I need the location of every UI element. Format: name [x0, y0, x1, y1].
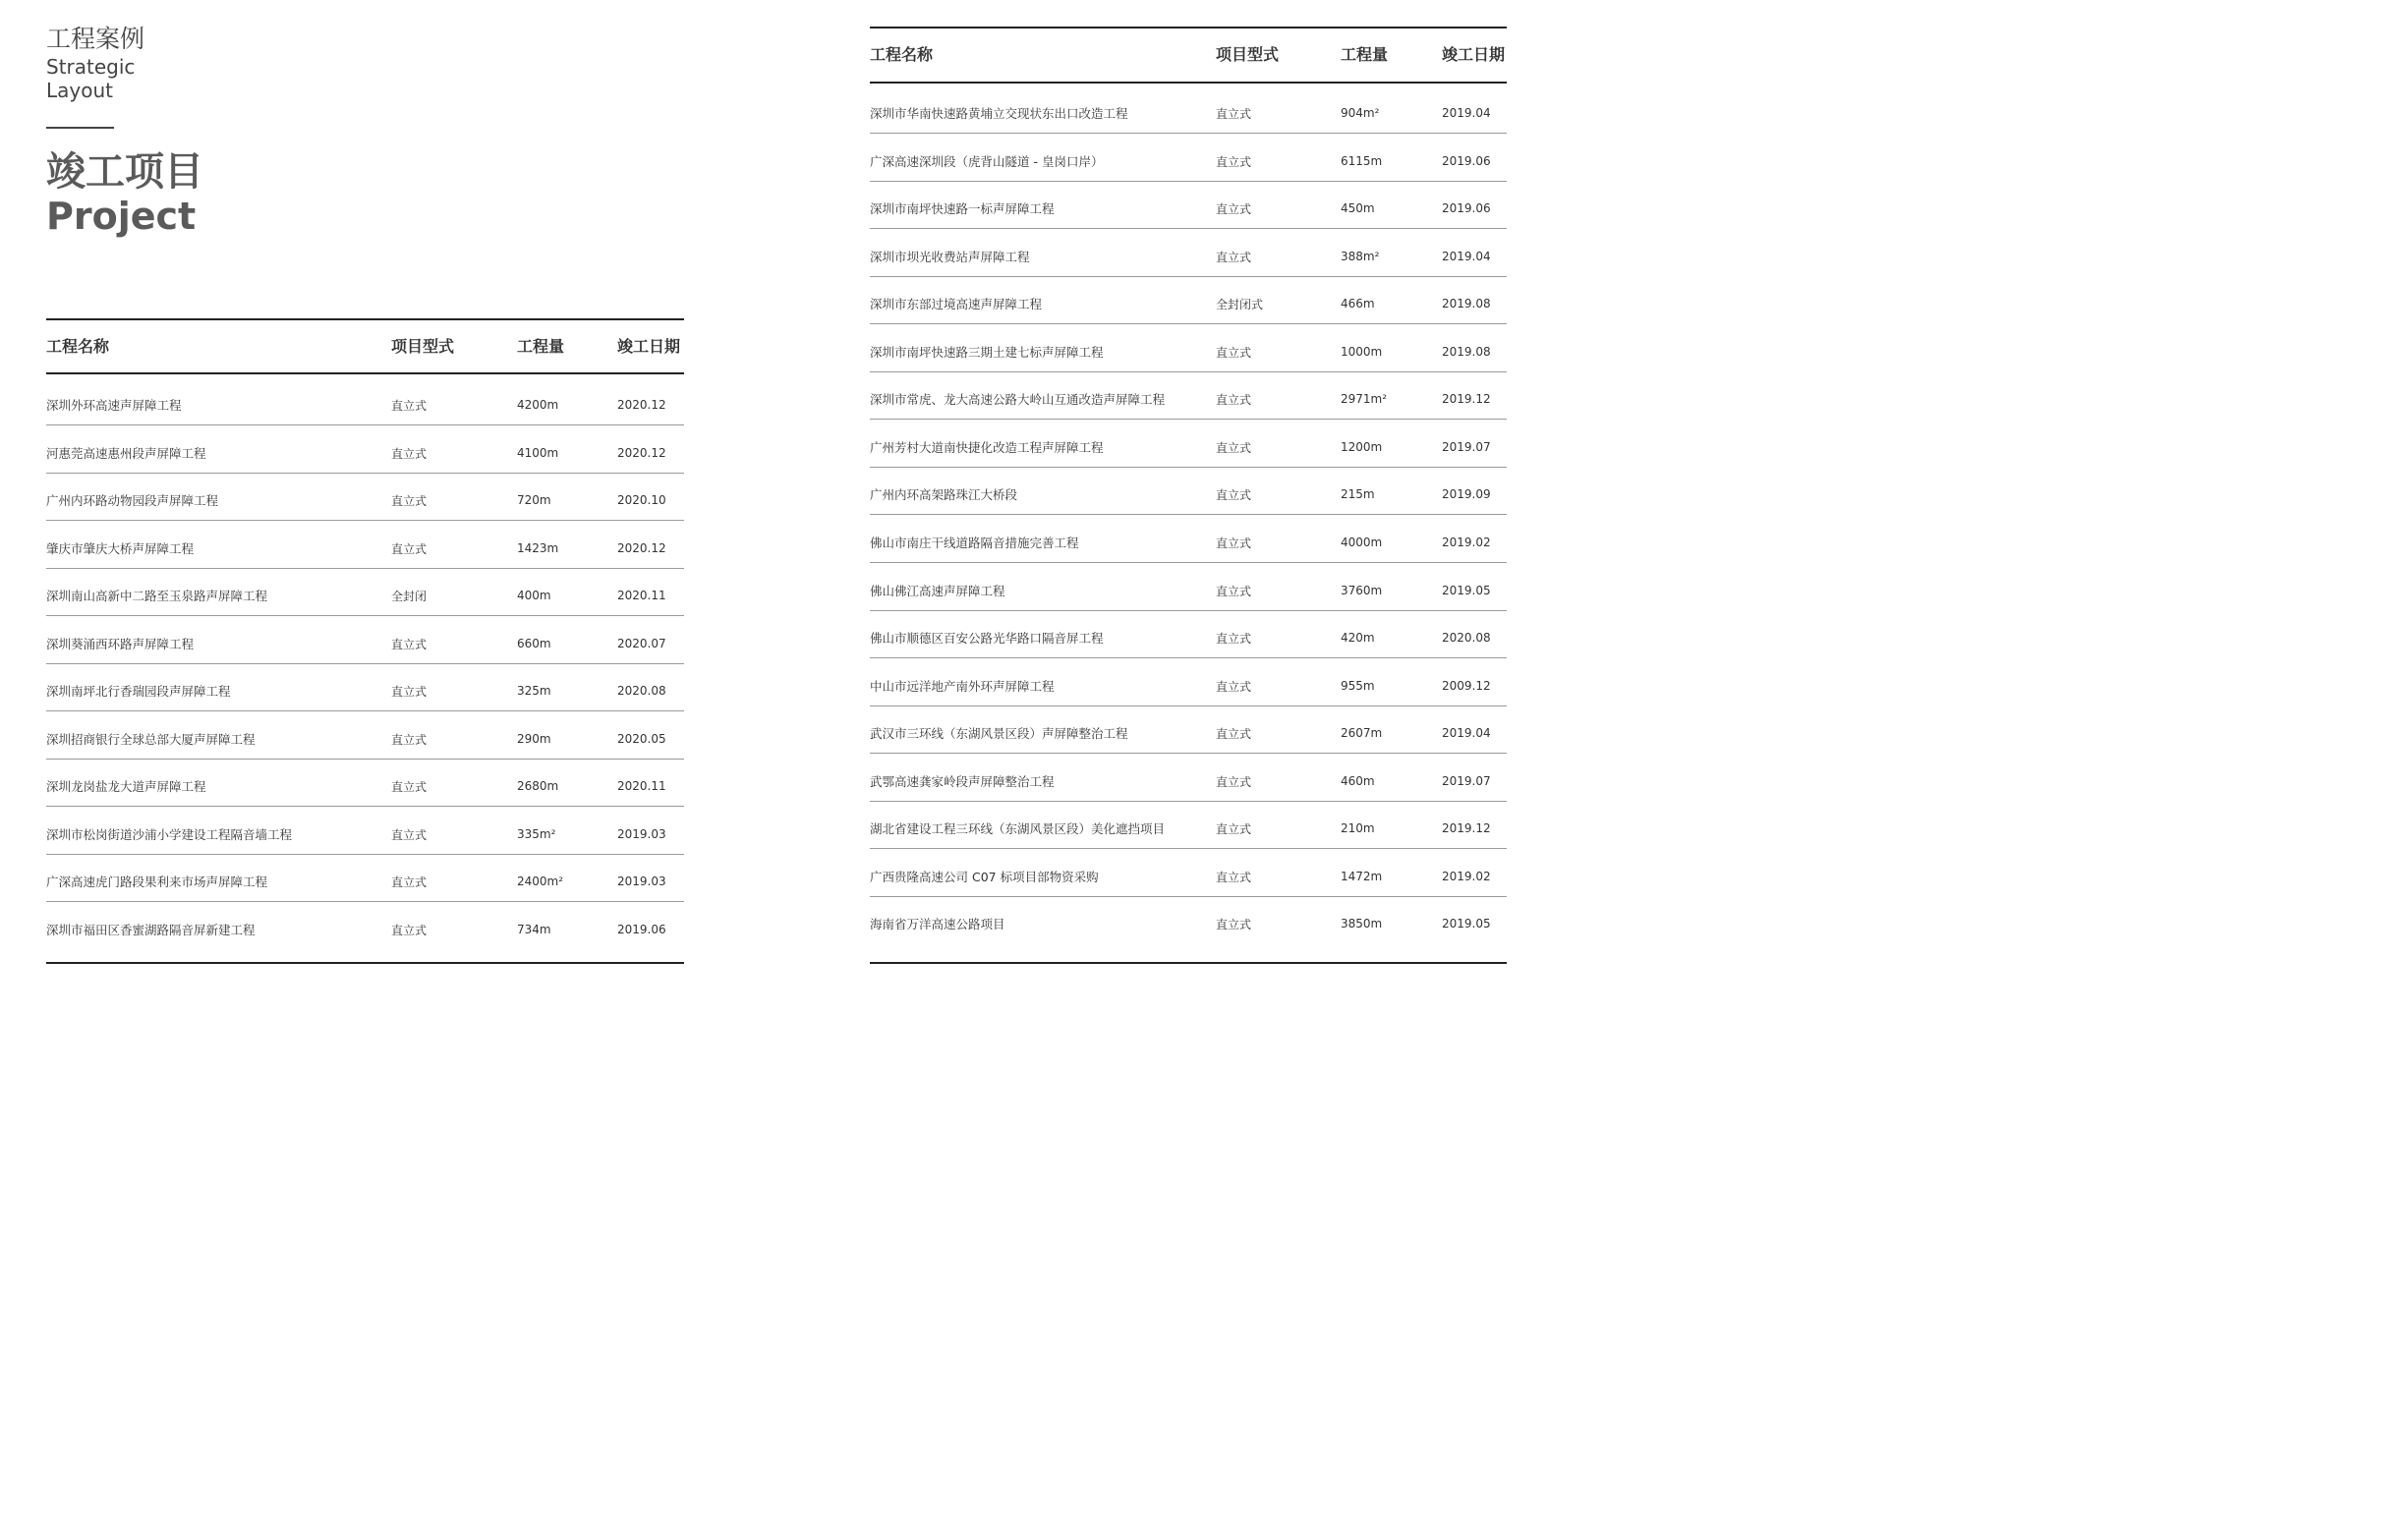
page-title-cn: 竣工项目: [46, 149, 203, 195]
table-row: [46, 902, 684, 949]
table-row: [46, 807, 684, 855]
cell-type: 直立式: [391, 446, 428, 461]
cell-name: 深圳市坝光收费站声屏障工程: [870, 249, 1030, 264]
cell-type: 直立式: [1216, 345, 1252, 360]
cell-type: 直立式: [1216, 632, 1252, 647]
table-row: [870, 515, 1507, 563]
projects-table-left: [46, 318, 684, 967]
table-row: [46, 663, 684, 711]
cell-quantity: 466m: [1341, 297, 1375, 311]
column-header-name: 工程名称: [870, 45, 934, 64]
cell-date: 2019.04: [1442, 726, 1491, 741]
column-header-type: 项目型式: [391, 337, 455, 356]
table-row: [870, 849, 1507, 897]
cell-type: 直立式: [1216, 584, 1252, 598]
projects-table-right: [870, 27, 1507, 970]
cell-name: 深圳招商银行全球总部大厦声屏障工程: [46, 731, 256, 747]
table-row: [46, 711, 684, 760]
cell-quantity: 4000m: [1341, 535, 1383, 549]
cell-date: 2020.10: [617, 493, 666, 507]
cell-name: 海南省万洋高速公路项目: [870, 917, 1005, 932]
cell-type: 直立式: [1216, 774, 1252, 789]
cell-quantity: 660m: [517, 636, 551, 650]
section-title-en-line1: Strategic: [46, 55, 136, 79]
cell-name: 深圳市常虎、龙大高速公路大岭山互通改造声屏障工程: [870, 392, 1166, 408]
column-header-quantity: 工程量: [1341, 45, 1389, 64]
cell-date: 2019.07: [1442, 773, 1491, 788]
cell-date: 2020.12: [617, 398, 666, 412]
table-row: [870, 324, 1507, 372]
table-row: [46, 425, 684, 474]
cell-quantity: 3850m: [1341, 917, 1383, 931]
cell-date: 2019.05: [1442, 917, 1491, 931]
table-row: [870, 420, 1507, 468]
cell-name: 广州内环高架路珠江大桥段: [870, 487, 1018, 503]
cell-quantity: 400m: [517, 589, 551, 602]
cell-name: 广州内环路动物园段声屏障工程: [46, 493, 219, 508]
cell-date: 2019.12: [1442, 821, 1491, 836]
cell-type: 直立式: [391, 732, 428, 747]
cell-date: 2019.05: [1442, 583, 1491, 597]
cell-type: 直立式: [1216, 107, 1252, 121]
cell-name: 深圳市福田区香蜜湖路隔音屏新建工程: [46, 922, 256, 937]
cell-quantity: 2971m²: [1341, 392, 1388, 407]
cell-name: 深圳市东部过境高速声屏障工程: [870, 297, 1043, 312]
cell-quantity: 2680m: [517, 779, 559, 793]
cell-type: 直立式: [1216, 918, 1252, 932]
table-header-row: [870, 28, 1507, 83]
table-bottom-rule: [870, 962, 1507, 964]
cell-name: 中山市远洋地产南外环声屏障工程: [870, 678, 1055, 694]
cell-type: 全封闭式: [1216, 298, 1264, 312]
cell-type: 直立式: [1216, 250, 1252, 264]
cell-name: 武鄂高速龚家岭段声屏障整治工程: [870, 773, 1055, 789]
cell-name: 佛山佛江高速声屏障工程: [870, 583, 1005, 598]
table-row: [870, 134, 1507, 182]
cell-quantity: 2400m²: [517, 874, 564, 888]
cell-type: 直立式: [391, 827, 428, 842]
table-row: [46, 568, 684, 616]
cell-date: 2019.07: [1442, 439, 1491, 454]
cell-quantity: 1200m: [1341, 439, 1383, 454]
cell-quantity: 325m: [517, 684, 551, 698]
cell-date: 2020.11: [617, 589, 666, 602]
cell-quantity: 4100m: [517, 445, 559, 460]
cell-name: 广州芳村大道南快捷化改造工程声屏障工程: [870, 439, 1104, 455]
table-row: [870, 705, 1507, 754]
cell-date: 2019.06: [617, 922, 666, 936]
cell-name: 广深高速深圳段（虎背山隧道 - 皇岗口岸）: [870, 153, 1104, 169]
cell-name: 武汉市三环线（东湖风景区段）声屏障整治工程: [870, 726, 1128, 742]
cell-date: 2019.03: [617, 874, 666, 888]
table-row: [46, 854, 684, 902]
cell-date: 2020.12: [617, 540, 666, 555]
cell-date: 2020.11: [617, 779, 666, 793]
cell-date: 2020.08: [1442, 631, 1491, 646]
cell-type: 直立式: [391, 685, 428, 699]
table-row: [870, 754, 1507, 802]
cell-date: 2019.08: [1442, 344, 1491, 359]
table-row: [46, 521, 684, 569]
cell-quantity: 3760m: [1341, 583, 1383, 597]
cell-quantity: 210m: [1341, 821, 1375, 836]
cell-name: 深圳市南坪快速路一标声屏障工程: [870, 201, 1055, 217]
cell-type: 直立式: [391, 494, 428, 508]
cell-name: 深圳南山高新中二路至玉泉路声屏障工程: [46, 589, 268, 603]
column-header-date: 竣工日期: [1442, 45, 1506, 64]
cell-date: 2019.04: [1442, 249, 1491, 263]
table-row: [870, 229, 1507, 277]
cell-date: 2020.07: [617, 636, 666, 650]
cell-type: 直立式: [1216, 154, 1252, 169]
cell-date: 2009.12: [1442, 678, 1491, 693]
cell-type: 直立式: [1216, 679, 1252, 694]
cell-date: 2019.08: [1442, 297, 1491, 311]
cell-name: 深圳市南坪快速路三期土建七标声屏障工程: [870, 344, 1104, 360]
cell-name: 肇庆市肇庆大桥声屏障工程: [46, 540, 195, 556]
table-row: [870, 658, 1507, 706]
table-row: [46, 616, 684, 664]
table-header-rule: [870, 82, 1507, 84]
cell-quantity: 215m: [1341, 487, 1375, 502]
cell-date: 2019.04: [1442, 106, 1491, 120]
cell-quantity: 460m: [1341, 773, 1375, 788]
cell-quantity: 1000m: [1341, 344, 1383, 359]
table-header-rule: [46, 372, 684, 374]
cell-quantity: 955m: [1341, 678, 1375, 693]
cell-name: 深圳市松岗街道沙浦小学建设工程隔音墙工程: [46, 826, 293, 842]
cell-type: 直立式: [1216, 488, 1252, 503]
cell-name: 深圳南坪北行香瑞园段声屏障工程: [46, 684, 231, 699]
cell-date: 2019.02: [1442, 535, 1491, 549]
cell-quantity: 720m: [517, 493, 551, 507]
cell-quantity: 2607m: [1341, 726, 1383, 741]
cell-type: 直立式: [391, 541, 428, 556]
cell-date: 2020.08: [617, 684, 666, 698]
cell-date: 2020.05: [617, 731, 666, 746]
section-title-en-line2: Layout: [46, 79, 113, 102]
cell-quantity: 904m²: [1341, 106, 1380, 120]
cell-date: 2019.12: [1442, 392, 1491, 407]
cell-date: 2019.09: [1442, 487, 1491, 502]
column-header-name: 工程名称: [46, 337, 110, 356]
cell-type: 直立式: [1216, 202, 1252, 217]
cell-quantity: 6115m: [1341, 153, 1383, 168]
cell-date: 2019.06: [1442, 153, 1491, 168]
table-row: [870, 467, 1507, 515]
table-row: [870, 610, 1507, 658]
cell-quantity: 734m: [517, 922, 551, 936]
cell-name: 佛山市南庄干线道路隔音措施完善工程: [870, 535, 1079, 550]
column-header-date: 竣工日期: [617, 337, 681, 356]
cell-date: 2019.06: [1442, 201, 1491, 216]
cell-quantity: 4200m: [517, 398, 559, 412]
cell-name: 河惠莞高速惠州段声屏障工程: [46, 445, 206, 461]
header-divider: [46, 127, 114, 129]
cell-quantity: 1472m: [1341, 869, 1383, 883]
cell-type: 直立式: [391, 923, 428, 937]
cell-name: 深圳葵涌西环路声屏障工程: [46, 636, 195, 651]
table-row: [46, 473, 684, 521]
page-title-en: Project: [46, 195, 197, 238]
cell-name: 广西贵隆高速公司 C07 标项目部物资采购: [870, 869, 1099, 884]
cell-type: 直立式: [1216, 727, 1252, 742]
section-title-cn: 工程案例: [46, 25, 145, 53]
cell-quantity: 335m²: [517, 826, 556, 841]
cell-type: 直立式: [1216, 440, 1252, 455]
cell-quantity: 290m: [517, 731, 551, 746]
cell-type: 直立式: [1216, 822, 1252, 837]
table-row: [870, 371, 1507, 420]
table-bottom-rule: [46, 962, 684, 964]
cell-name: 湖北省建设工程三环线（东湖风景区段）美化遮挡项目: [870, 821, 1166, 837]
cell-quantity: 388m²: [1341, 249, 1380, 263]
cell-type: 直立式: [391, 875, 428, 889]
cell-type: 直立式: [1216, 536, 1252, 550]
table-row: [870, 896, 1507, 943]
table-row: [870, 563, 1507, 611]
table-row: [870, 181, 1507, 229]
cell-type: 直立式: [1216, 870, 1252, 884]
table-row: [46, 377, 684, 425]
cell-type: 直立式: [391, 780, 428, 794]
cell-name: 广深高速虎门路段果利来市场声屏障工程: [46, 874, 268, 889]
cell-type: 全封闭: [391, 590, 428, 603]
table-row: [870, 85, 1507, 134]
column-header-quantity: 工程量: [517, 337, 565, 356]
cell-quantity: 420m: [1341, 631, 1375, 646]
cell-quantity: 450m: [1341, 201, 1375, 216]
cell-date: 2019.03: [617, 826, 666, 841]
cell-name: 深圳外环高速声屏障工程: [46, 398, 182, 413]
cell-type: 直立式: [391, 399, 428, 413]
cell-quantity: 1423m: [517, 540, 559, 555]
brochure-spread: [0, 0, 1538, 973]
column-header-type: 项目型式: [1216, 45, 1280, 64]
table-row: [870, 801, 1507, 849]
cell-date: 2019.02: [1442, 869, 1491, 883]
table-row: [46, 759, 684, 807]
cell-name: 佛山市顺德区百安公路光华路口隔音屏工程: [870, 631, 1104, 647]
table-row: [870, 276, 1507, 324]
cell-type: 直立式: [1216, 393, 1252, 408]
cell-name: 深圳龙岗盐龙大道声屏障工程: [46, 779, 206, 794]
cell-type: 直立式: [391, 637, 428, 651]
table-header-row: [46, 319, 684, 374]
cell-date: 2020.12: [617, 445, 666, 460]
cell-name: 深圳市华南快速路黄埔立交现状东出口改造工程: [870, 106, 1128, 121]
